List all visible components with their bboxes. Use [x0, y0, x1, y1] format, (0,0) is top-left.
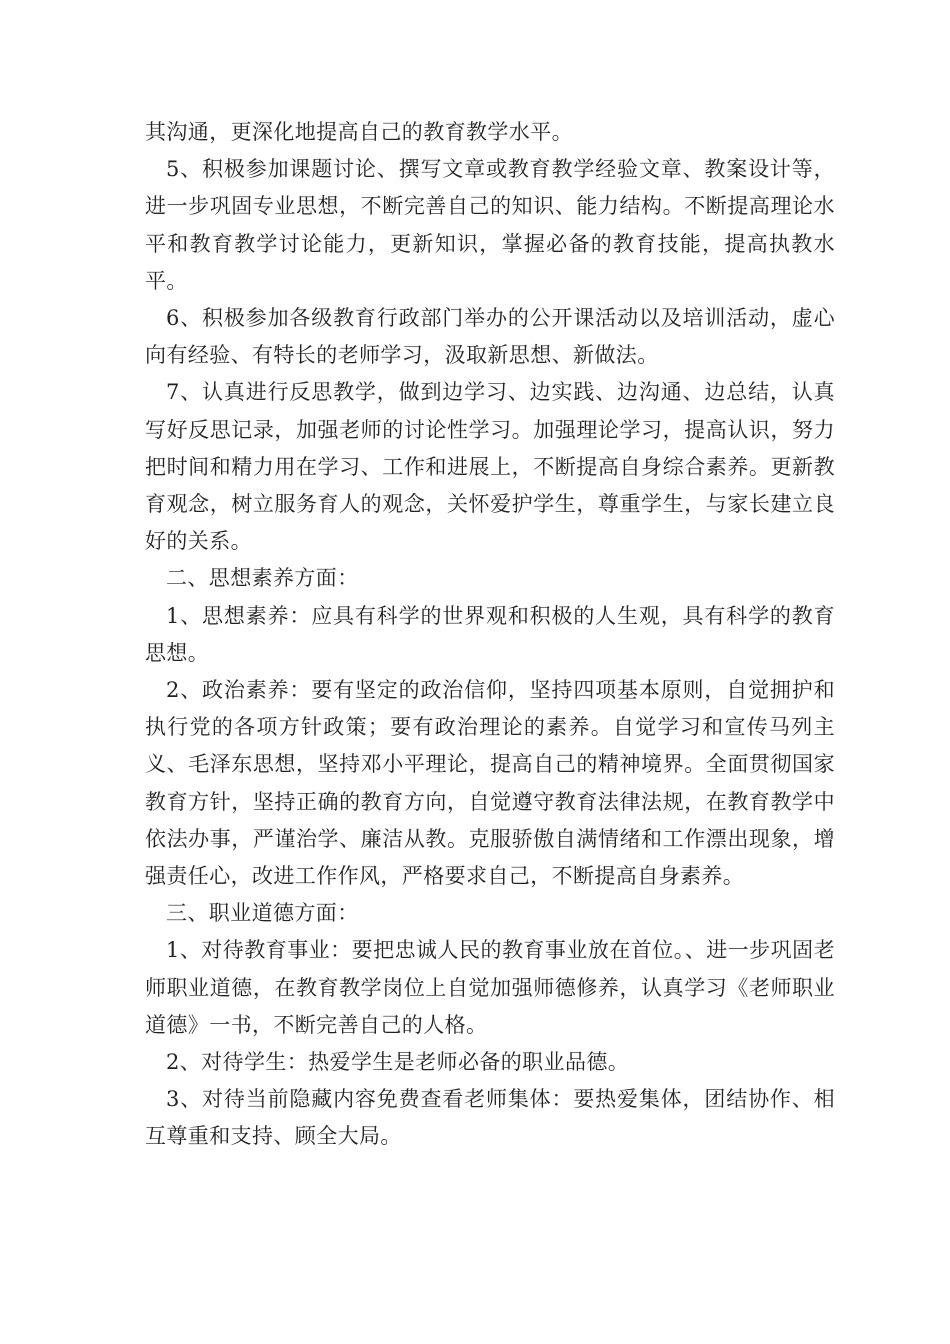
section-heading-3: 三、职业道德方面： [166, 901, 359, 926]
section-heading-2: 二、思想素养方面： [166, 566, 359, 591]
paragraph-10: 2、对待学生：热爱学生是老师必备的职业品德。 [166, 1050, 630, 1075]
paragraph-1: 其沟通，更深化地提高自己的教育教学水平。 [145, 120, 573, 144]
paragraph-2: 5、积极参加课题讨论、撰写文章或教育教学经验文章、教案设计等，进一步巩固专业思想，不断完善自己的知识、能力结构。不断提高理论水平和教育教学讨论能力，更新知识，掌握必备的教育技能，提高执教水平。 [145, 157, 835, 293]
document-body [145, 114, 835, 1156]
paragraph-6: 1、思想素养：应具有科学的世界观和积极的人生观，具有科学的教育思想。 [145, 603, 835, 665]
paragraph-4: 7、认真进行反思教学，做到边学习、边实践、边沟通、边总结，认真写好反思记录，加强老师的讨论性学习。加强理论学习，提高认识，努力把时间和精力用在学习、工作和进展上，不断提高自身综合素养。更新教育观念，树立服务育人的观念，关怀爱护学生，尊重学生，与家长建立良好的关系。 [145, 380, 835, 554]
paragraph-11: 3、对待当前隐藏内容免费查看老师集体：要热爱集体，团结协作、相互尊重和支持、顾全大局。 [145, 1087, 835, 1149]
paragraph-7: 2、政治素养：要有坚定的政治信仰，坚持四项基本原则，自觉拥护和执行党的各项方针政策；要有政治理论的素养。自觉学习和宣传马列主义、毛泽东思想，坚持邓小平理论，提高自己的精神境界。全面贯彻国家教育方针，坚持正确的教育方向，自觉遵守教育法律法规，在教育教学中依法办事，严谨治学、廉洁从教。克服骄傲自满情绪和工作漂出现象，增强责任心，改进工作作风，严格要求自己，不断提高自身素养。 [145, 678, 835, 889]
paragraph-9: 1、对待教育事业：要把忠诚人民的教育事业放在首位。、进一步巩固老师职业道德，在教育教学岗位上自觉加强师德修养，认真学习《老师职业道德》一书，不断完善自己的人格。 [145, 938, 835, 1037]
paragraph-3: 6、积极参加各级教育行政部门举办的公开课活动以及培训活动，虚心向有经验、有特长的老师学习，汲取新思想、新做法。 [145, 306, 835, 368]
